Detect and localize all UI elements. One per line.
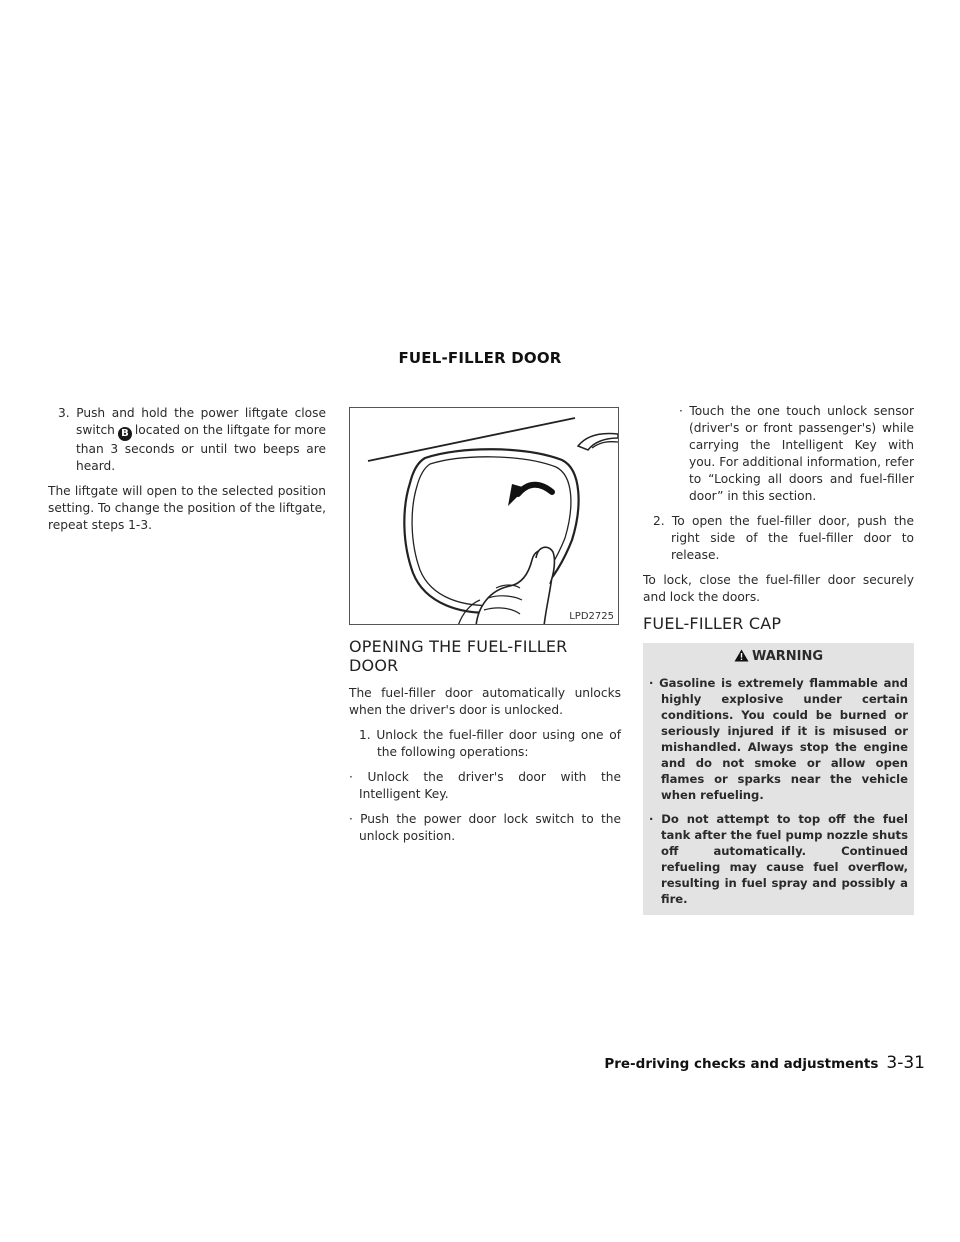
bullet-mark: · bbox=[349, 770, 353, 784]
bullet-mark: · bbox=[349, 812, 353, 826]
chapter-title: Pre-driving checks and adjustments bbox=[604, 1056, 879, 1072]
bullet-touch-sensor bbox=[679, 403, 914, 505]
figure-label: LPD2725 bbox=[569, 611, 614, 622]
bullet-text: Unlock the driver's door with the Intelligent Key. bbox=[359, 770, 621, 801]
opening-intro: The fuel-filler door automatically unlocks when the driver's door is unlocked. bbox=[349, 686, 621, 717]
liftgate-paragraph: The liftgate will open to the selected position setting. To change the position of the liftgate, repeat steps 1-3. bbox=[48, 484, 326, 532]
fuel-door-illustration bbox=[349, 407, 619, 625]
warning-item-top-off bbox=[649, 811, 908, 907]
fuel-door-drawing bbox=[350, 408, 619, 625]
step-3 bbox=[58, 405, 326, 475]
column-middle bbox=[349, 407, 621, 853]
warning-box bbox=[643, 643, 914, 915]
callout-b-marker: B bbox=[118, 427, 132, 441]
step-2-text: To open the fuel-filler door, push the right side of the fuel-filler door to release. bbox=[671, 514, 914, 562]
step-2 bbox=[653, 513, 914, 564]
step-3-number: 3. bbox=[58, 406, 70, 420]
bullet-mark: · bbox=[649, 812, 654, 826]
page-number: 3-31 bbox=[886, 1053, 925, 1073]
step-2-number: 2. bbox=[653, 514, 665, 528]
bullet-mark: · bbox=[649, 676, 654, 690]
warning-title: WARNING bbox=[751, 649, 824, 664]
fuel-filler-cap-heading: FUEL-FILLER CAP bbox=[643, 614, 782, 633]
lock-paragraph: To lock, close the fuel-filler door securely and lock the doors. bbox=[643, 573, 914, 604]
section-title: FUEL-FILLER DOOR bbox=[398, 349, 562, 367]
page-footer bbox=[604, 1053, 925, 1073]
bullet-text: Push the power door lock switch to the unlock position. bbox=[359, 812, 621, 843]
opening-fuel-door-heading: OPENING THE FUEL-FILLER DOOR bbox=[349, 637, 568, 675]
bullet-text: Touch the one touch unlock sensor (driver's or front passenger's) while carrying the Intelligent Key with you. For additional information, refer to “Locking all doors and fuel-filler door” in this section. bbox=[689, 404, 915, 503]
step-1-text: Unlock the fuel-filler door using one of the following operations: bbox=[376, 728, 621, 759]
bullet-intelligent-key bbox=[349, 769, 621, 803]
bullet-mark: · bbox=[679, 404, 683, 418]
step-3-text-before: Push and hold the power liftgate close switch bbox=[76, 406, 326, 437]
column-left bbox=[48, 405, 326, 542]
warning-triangle-icon bbox=[734, 649, 749, 662]
warning-header bbox=[649, 649, 908, 665]
step-3-text-after: located on the liftgate for more than 3 seconds or until two beeps are heard. bbox=[76, 423, 326, 473]
column-right bbox=[643, 403, 914, 915]
warning-item-flammable bbox=[649, 675, 908, 803]
bullet-door-lock-switch bbox=[349, 811, 621, 845]
step-1 bbox=[359, 727, 621, 761]
warning-text: Do not attempt to top off the fuel tank after the fuel pump nozzle shuts off automatically. Continued refueling may cause fuel overflow, resulting in fuel spray and possibly a fire. bbox=[661, 812, 908, 906]
warning-text: Gasoline is extremely flammable and highly explosive under certain conditions. You could be burned or seriously injured if it is misused or mishandled. Always stop the engine and do not smoke or allow open flames or sparks near the vehicle when refueling. bbox=[659, 676, 908, 802]
step-1-number: 1. bbox=[359, 728, 371, 742]
